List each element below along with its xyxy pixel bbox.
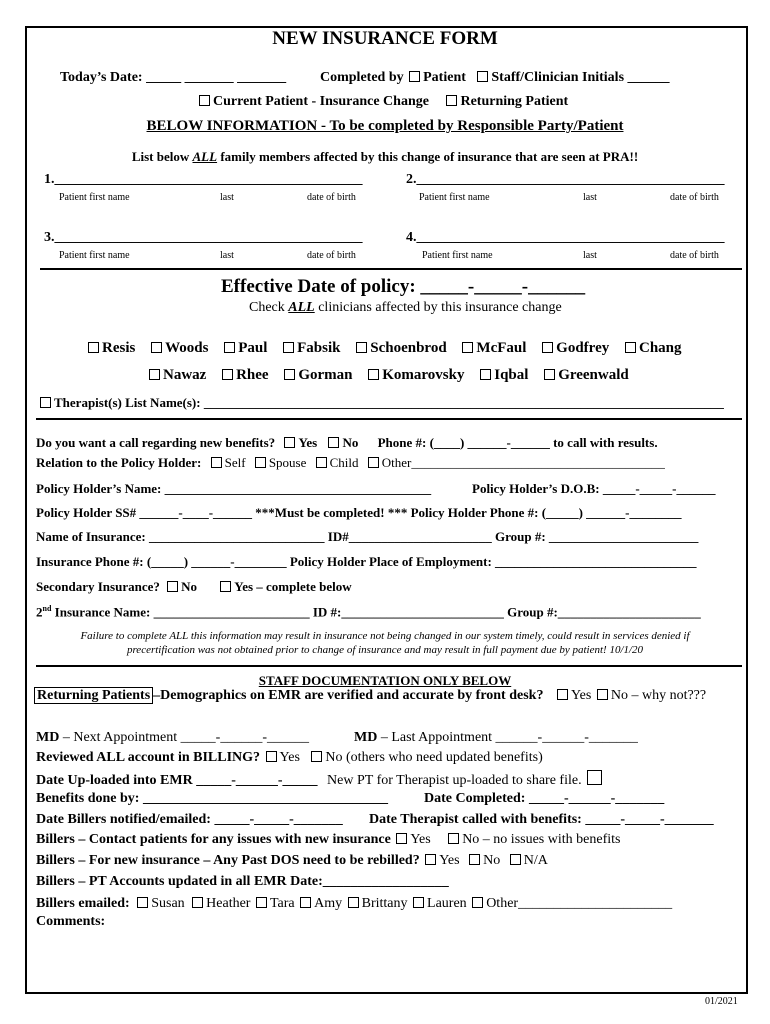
reviewed-row: [36, 750, 543, 766]
relation-spouse-checkbox[interactable]: [255, 457, 266, 468]
uploaded-field[interactable]: Date Up-loaded into EMR _____-______-_____: [36, 773, 318, 788]
patient-checkbox[interactable]: [409, 71, 420, 82]
returning-row: [34, 688, 706, 704]
sub-dob-3: date of birth: [307, 250, 356, 261]
contact-label: Billers – Contact patients for any issues with new insurance: [36, 832, 391, 847]
contact-yes-label: Yes: [410, 832, 431, 847]
reviewed-no-checkbox[interactable]: [311, 751, 322, 762]
insurance-phone-row[interactable]: Insurance Phone #: (_____) ______-________ Policy Holder Place of Employment: _______________________________: [36, 554, 697, 569]
clinician-checkbox[interactable]: [356, 342, 367, 353]
biller-checkbox[interactable]: [300, 897, 311, 908]
clinician-checkbox[interactable]: [151, 342, 162, 353]
call-yes-checkbox[interactable]: [284, 437, 295, 448]
new-pt-label: New PT for Therapist up-loaded to share file.: [327, 773, 582, 788]
benefits-by-field[interactable]: Benefits done by: ___________________________________: [36, 791, 388, 806]
patient-type-row: [197, 94, 568, 110]
clinician-label: Komarovsky: [382, 367, 465, 383]
returning-question: –Demographics on EMR are verified and accurate by front desk?: [153, 688, 544, 703]
therapist-called-field[interactable]: Date Therapist called with benefits: _____-_____-_______: [369, 812, 714, 827]
clinicians-row-2: [147, 367, 629, 384]
clinician-label: Schoenbrod: [370, 340, 447, 356]
relation-label: Relation to the Policy Holder:: [36, 455, 202, 470]
returning-patient-checkbox[interactable]: [446, 95, 457, 106]
clinician-checkbox[interactable]: [542, 342, 553, 353]
contact-no-checkbox[interactable]: [448, 833, 459, 844]
relation-other-checkbox[interactable]: [368, 457, 379, 468]
clinician-label: Resis: [102, 340, 136, 356]
relation-self-checkbox[interactable]: [211, 457, 222, 468]
clinician-checkbox[interactable]: [462, 342, 473, 353]
call-row: [36, 435, 658, 451]
sub-dob-1: date of birth: [307, 192, 356, 203]
clinician-checkbox[interactable]: [368, 369, 379, 380]
rebill-yes-checkbox[interactable]: [425, 854, 436, 865]
new-pt-checkbox[interactable]: [587, 770, 602, 785]
relation-other-field[interactable]: Other_______________________________________: [381, 455, 665, 470]
todays-date-field[interactable]: Today’s Date: _____ _______ _______: [60, 70, 287, 85]
sub-first-1: Patient first name: [59, 192, 130, 203]
reviewed-yes-label: Yes: [279, 750, 300, 765]
secondary-no-checkbox[interactable]: [167, 581, 178, 592]
relation-self-label: Self: [224, 455, 246, 470]
billers-emailed-row: [36, 896, 672, 912]
sub-dob-4: date of birth: [670, 250, 719, 261]
reviewed-label: Reviewed ALL account in BILLING?: [36, 750, 261, 765]
secondary-yes-label: Yes – complete below: [234, 579, 352, 594]
rebill-no-label: No: [483, 853, 501, 868]
clinician-checkbox[interactable]: [283, 342, 294, 353]
completed-by-row: [320, 70, 670, 86]
rebill-yes-label: Yes: [439, 853, 460, 868]
biller-label: Heather: [206, 896, 251, 911]
staff-heading: STAFF DOCUMENTATION ONLY BELOW: [258, 673, 512, 688]
sub-dob-2: date of birth: [670, 192, 719, 203]
biller-checkbox[interactable]: [192, 897, 203, 908]
family-member-3-field[interactable]: 3.____________________________________________: [44, 230, 363, 245]
family-member-2-field[interactable]: 2.____________________________________________: [406, 172, 725, 187]
biller-other-checkbox[interactable]: [472, 897, 483, 908]
family-member-1-field[interactable]: 1.____________________________________________: [44, 172, 363, 187]
clinician-checkbox[interactable]: [284, 369, 295, 380]
sub-last-3: last: [220, 250, 234, 261]
staff-checkbox[interactable]: [477, 71, 488, 82]
staff-initials-field[interactable]: Staff/Clinician Initials ______: [491, 70, 670, 85]
relation-spouse-label: Spouse: [268, 455, 307, 470]
secondary-label: Secondary Insurance?: [36, 579, 160, 594]
divider-1: [40, 268, 742, 270]
sub-last-4: last: [583, 250, 597, 261]
call-yes-label: Yes: [298, 435, 318, 450]
completed-by-label: Completed by: [320, 70, 404, 85]
clinician-label: Godfrey: [556, 340, 610, 356]
divider-2: [36, 418, 742, 420]
clinician-label: Chang: [638, 340, 682, 356]
call-phone-field[interactable]: Phone #: (____) ______-______ to call with results.: [377, 435, 658, 450]
returning-yes-label: Yes: [570, 688, 592, 703]
rebill-na-checkbox[interactable]: [510, 854, 521, 865]
pt-accounts-field[interactable]: Billers – PT Accounts updated in all EMR Date:__________________: [36, 874, 449, 889]
rebill-na-label: N/A: [523, 853, 548, 868]
biller-label: Susan: [151, 896, 185, 911]
clinician-checkbox[interactable]: [224, 342, 235, 353]
form-title: NEW INSURANCE FORM: [272, 28, 498, 49]
sub-first-2: Patient first name: [419, 192, 490, 203]
rebill-row: [36, 853, 548, 869]
clinician-label: Gorman: [298, 367, 353, 383]
divider-3: [36, 665, 742, 667]
clinician-checkbox[interactable]: [480, 369, 491, 380]
call-no-label: No: [342, 435, 359, 450]
relation-child-checkbox[interactable]: [316, 457, 327, 468]
clinicians-row-1: [86, 340, 682, 357]
biller-label: Amy: [314, 896, 343, 911]
contact-no-label: No – no issues with benefits: [462, 832, 621, 847]
relation-child-label: Child: [329, 455, 359, 470]
comments-label[interactable]: Comments:: [36, 914, 106, 929]
clinician-label: McFaul: [476, 340, 527, 356]
failure-note: Failure to complete ALL this information may result in insurance not being changed in our system timely, could result in services denied if precertification was not obtained prior to change of insurance and may result in full payment due by patient! 10/1/20: [80, 630, 690, 656]
secondary-yes-checkbox[interactable]: [220, 581, 231, 592]
clinician-checkbox[interactable]: [149, 369, 160, 380]
reviewed-yes-checkbox[interactable]: [266, 751, 277, 762]
therapist-list-field[interactable]: Therapist(s) List Name(s): ________________________________________________________________________________: [54, 395, 724, 410]
clinician-checkbox[interactable]: [88, 342, 99, 353]
date-completed-field[interactable]: Date Completed: _____-______-_______: [424, 791, 665, 806]
family-member-4-field[interactable]: 4.____________________________________________: [406, 230, 725, 245]
current-patient-checkbox[interactable]: [199, 95, 210, 106]
clinician-label: Iqbal: [494, 367, 529, 383]
policy-holder-name-field[interactable]: Policy Holder’s Name: _________________________________________: [36, 481, 432, 496]
contact-yes-checkbox[interactable]: [396, 833, 407, 844]
patient-label: Patient: [423, 70, 466, 85]
clinician-label: Rhee: [236, 367, 269, 383]
clinician-label: Fabsik: [297, 340, 341, 356]
clinician-checkbox[interactable]: [222, 369, 233, 380]
returning-yes-checkbox[interactable]: [557, 689, 568, 700]
md-next-field[interactable]: MD – Next Appointment _____-______-______: [36, 730, 309, 745]
biller-label: Brittany: [361, 896, 408, 911]
uploaded-row: [36, 770, 605, 789]
secondary-no-label: No: [181, 579, 198, 594]
clinician-checkbox[interactable]: [544, 369, 555, 380]
therapist-list-checkbox[interactable]: [40, 397, 51, 408]
contact-row: [36, 832, 620, 848]
billers-notified-field[interactable]: Date Billers notified/emailed: _____-_____-_______: [36, 812, 343, 827]
clinician-checkbox[interactable]: [625, 342, 636, 353]
returning-no-label: No – why not???: [610, 688, 707, 703]
biller-label: Lauren: [427, 896, 467, 911]
relation-row: [36, 455, 665, 471]
sub-last-2: last: [583, 192, 597, 203]
policy-holder-ss-row[interactable]: Policy Holder SS# ______-____-______ ***Must be completed! *** Policy Holder Phone #: (_____) ______-________: [36, 505, 682, 520]
md-last-field[interactable]: MD – Last Appointment ______-______-_______: [354, 730, 638, 745]
effective-date-field[interactable]: Effective Date of policy: _____-_____-______: [221, 276, 586, 297]
rebill-label: Billers – For new insurance – Any Past DOS need to be rebilled?: [36, 853, 420, 868]
clinician-instruction: Check ALL clinicians affected by this insurance change: [249, 300, 562, 315]
policy-holder-dob-field[interactable]: Policy Holder’s D.O.B: _____-_____-______: [472, 481, 716, 496]
current-patient-label: Current Patient - Insurance Change: [213, 94, 429, 109]
returning-no-checkbox[interactable]: [597, 689, 608, 700]
sub-last-1: last: [220, 192, 234, 203]
clinician-label: Greenwald: [558, 367, 629, 383]
biller-checkbox[interactable]: [413, 897, 424, 908]
reviewed-no-label: No (others who need updated benefits): [325, 750, 543, 765]
biller-checkbox[interactable]: [348, 897, 359, 908]
call-no-checkbox[interactable]: [328, 437, 339, 448]
sub-first-3: Patient first name: [59, 250, 130, 261]
call-question: Do you want a call regarding new benefits?: [36, 435, 276, 450]
clinician-label: Nawaz: [163, 367, 207, 383]
clinician-label: Paul: [238, 340, 268, 356]
second-insurance-row[interactable]: 2nd Insurance Name: ________________________ ID #:_________________________ Group #:______________________: [36, 604, 701, 620]
insurance-name-row[interactable]: Name of Insurance: ___________________________ ID#______________________ Group #: _______________________: [36, 529, 699, 544]
family-instruction: List below ALL family members affected by this change of insurance that are seen at PRA!!: [131, 149, 639, 164]
biller-checkbox[interactable]: [256, 897, 267, 908]
returning-box-label: Returning Patients: [34, 687, 153, 704]
rebill-no-checkbox[interactable]: [469, 854, 480, 865]
therapist-list-row: [38, 395, 724, 411]
responsible-heading: BELOW INFORMATION - To be completed by Responsible Party/Patient: [146, 118, 624, 134]
sub-first-4: Patient first name: [422, 250, 493, 261]
footer-code: 01/2021: [705, 996, 738, 1007]
clinician-label: Woods: [165, 340, 209, 356]
biller-checkbox[interactable]: [137, 897, 148, 908]
billers-emailed-label: Billers emailed:: [36, 896, 130, 911]
returning-patient-label: Returning Patient: [460, 94, 569, 109]
biller-label: Tara: [269, 896, 295, 911]
biller-other-field[interactable]: Other______________________: [486, 896, 673, 911]
secondary-insurance-row: [36, 579, 352, 595]
